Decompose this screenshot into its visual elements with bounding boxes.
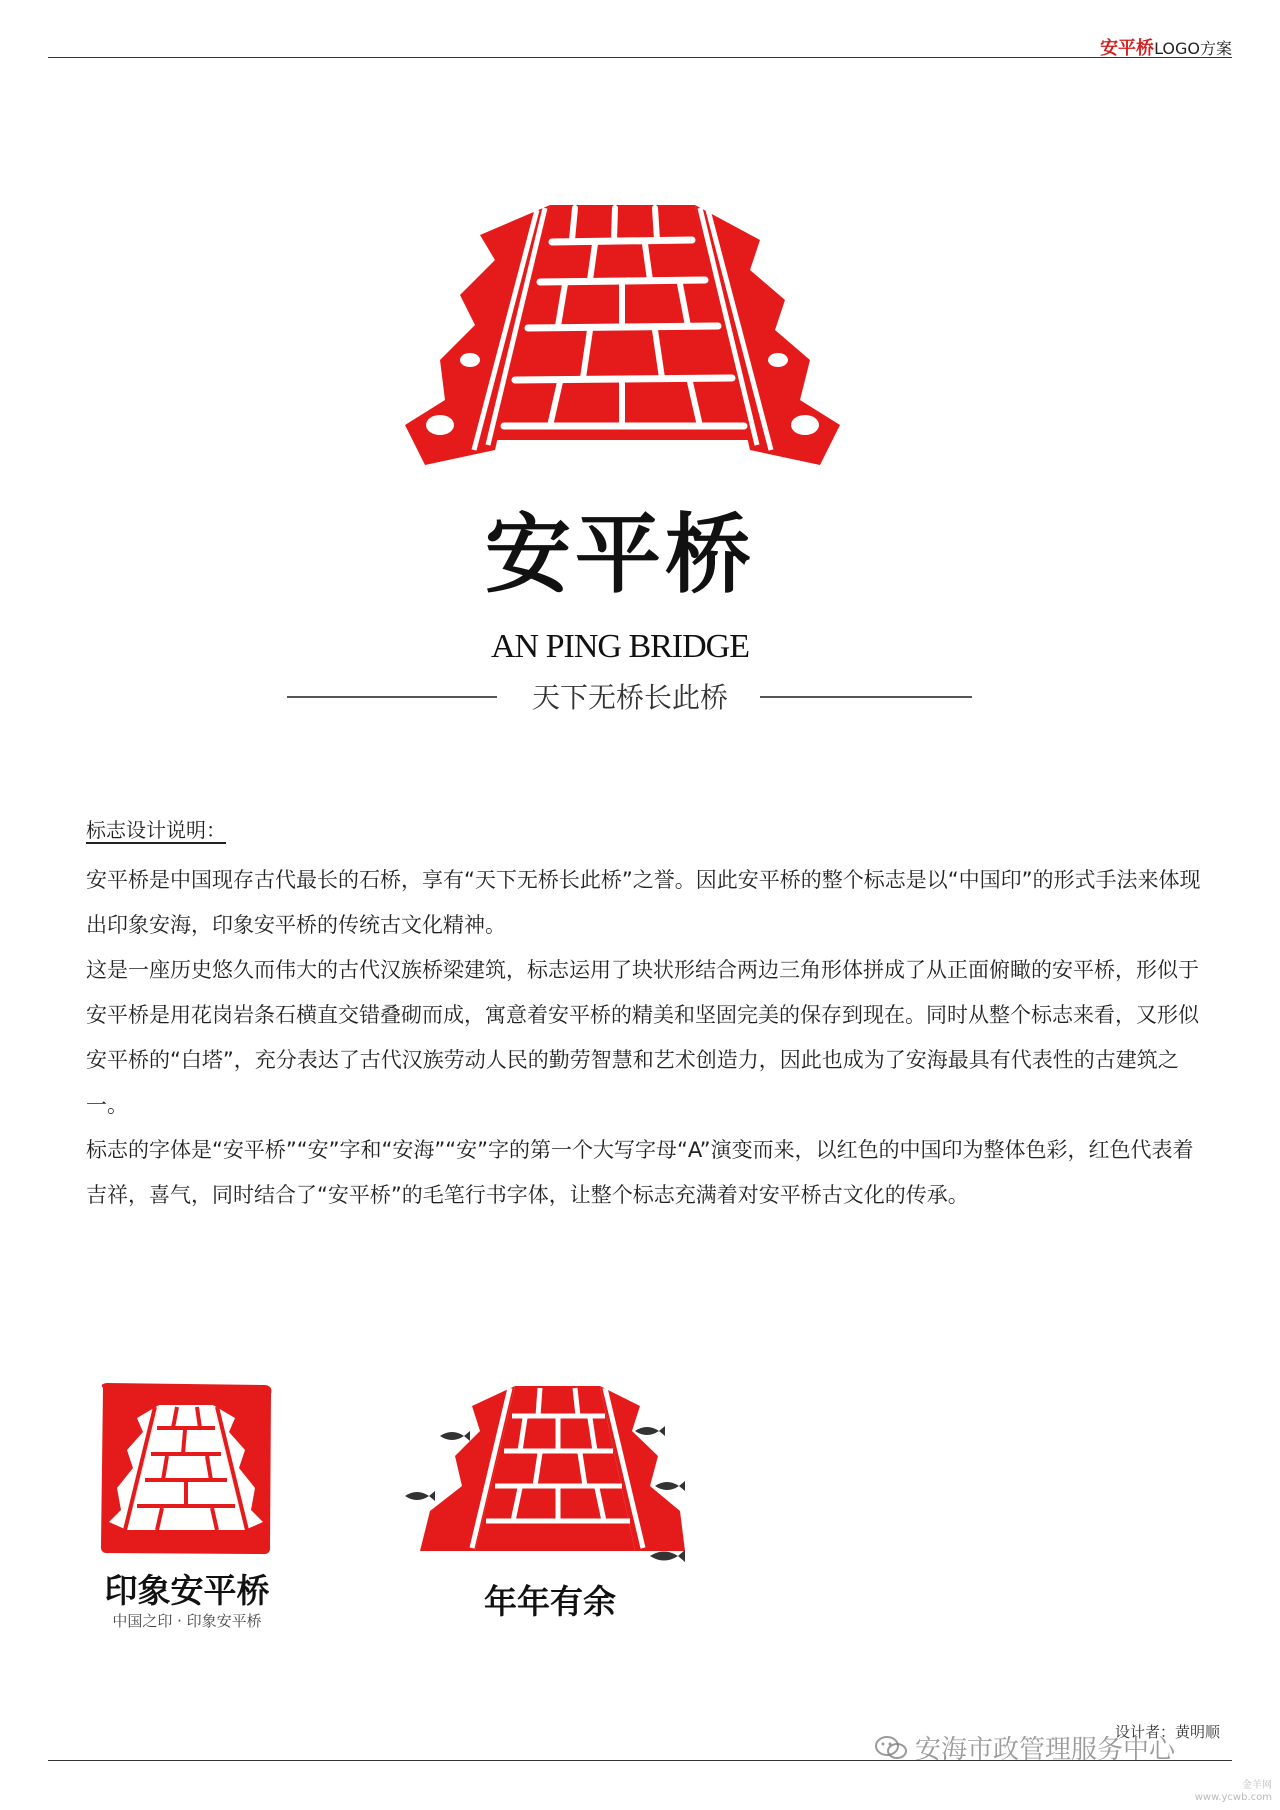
- seal-stamp-icon: [97, 1380, 275, 1558]
- bridge-fish-logo-icon: [400, 1376, 700, 1576]
- header-suffix: LOGO方案: [1154, 39, 1232, 58]
- description-heading: 标志设计说明：: [86, 818, 226, 842]
- logo-slogan: 天下无桥长此桥: [531, 681, 728, 714]
- corner-mark-line1: 金羊网: [1242, 1780, 1272, 1791]
- logo-english-name: AN PING BRIDGE: [491, 628, 749, 665]
- watermark-text: 安海市政管理服务中心: [915, 1735, 1176, 1765]
- description-body: [86, 858, 1210, 1218]
- header-divider: [48, 57, 1232, 58]
- description-paragraph: 标志的字体是“安平桥”“安”字和“安海”“安”字的第一个大写字母“A”演变而来，以红色的中国印为整体色彩，红色代表着吉祥，喜气，同时结合了“安平桥”的毛笔行书字体，让整个标志充满着对安平桥古文化的传承。: [86, 1138, 1194, 1207]
- fish-variant-title: 年年有余: [484, 1582, 616, 1621]
- stamp-variant-title: 印象安平桥: [104, 1571, 270, 1610]
- designer-credit: 设计者：黄明顺: [1114, 1723, 1220, 1741]
- slogan-divider-right: [760, 696, 972, 698]
- header-title: [1100, 34, 1232, 60]
- description-paragraph: 安平桥是中国现存古代最长的石桥，享有“天下无桥长此桥”之誉。因此安平桥的整个标志是以“中国印”的形式手法来体现出印象安海，印象安平桥的传统古文化精神。: [86, 868, 1201, 937]
- corner-mark-line2: www.ycwb.com: [1194, 1792, 1272, 1803]
- stamp-variant-subtitle: 中国之印 · 印象安平桥: [112, 1612, 262, 1630]
- slogan-divider-left: [287, 696, 497, 698]
- wechat-icon: [875, 1736, 907, 1760]
- logo-chinese-name: 安平桥: [485, 504, 755, 605]
- bridge-logo-icon: [400, 200, 845, 475]
- corner-mark: [1195, 1780, 1272, 1804]
- footer-divider: [48, 1760, 1232, 1761]
- header-brand: 安平桥: [1100, 38, 1155, 59]
- description-paragraph: 这是一座历史悠久而伟大的古代汉族桥梁建筑，标志运用了块状形结合两边三角形体拼成了从正面俯瞰的安平桥，形似于安平桥是用花岗岩条石横直交错叠砌而成，寓意着安平桥的精美和坚固完美的保存到现在。同时从整个标志来看，又形似安平桥的“白塔”，充分表达了古代汉族劳动人民的勤劳智慧和艺术创造力，因此也成为了安海最具有代表性的古建筑之一。: [86, 958, 1199, 1117]
